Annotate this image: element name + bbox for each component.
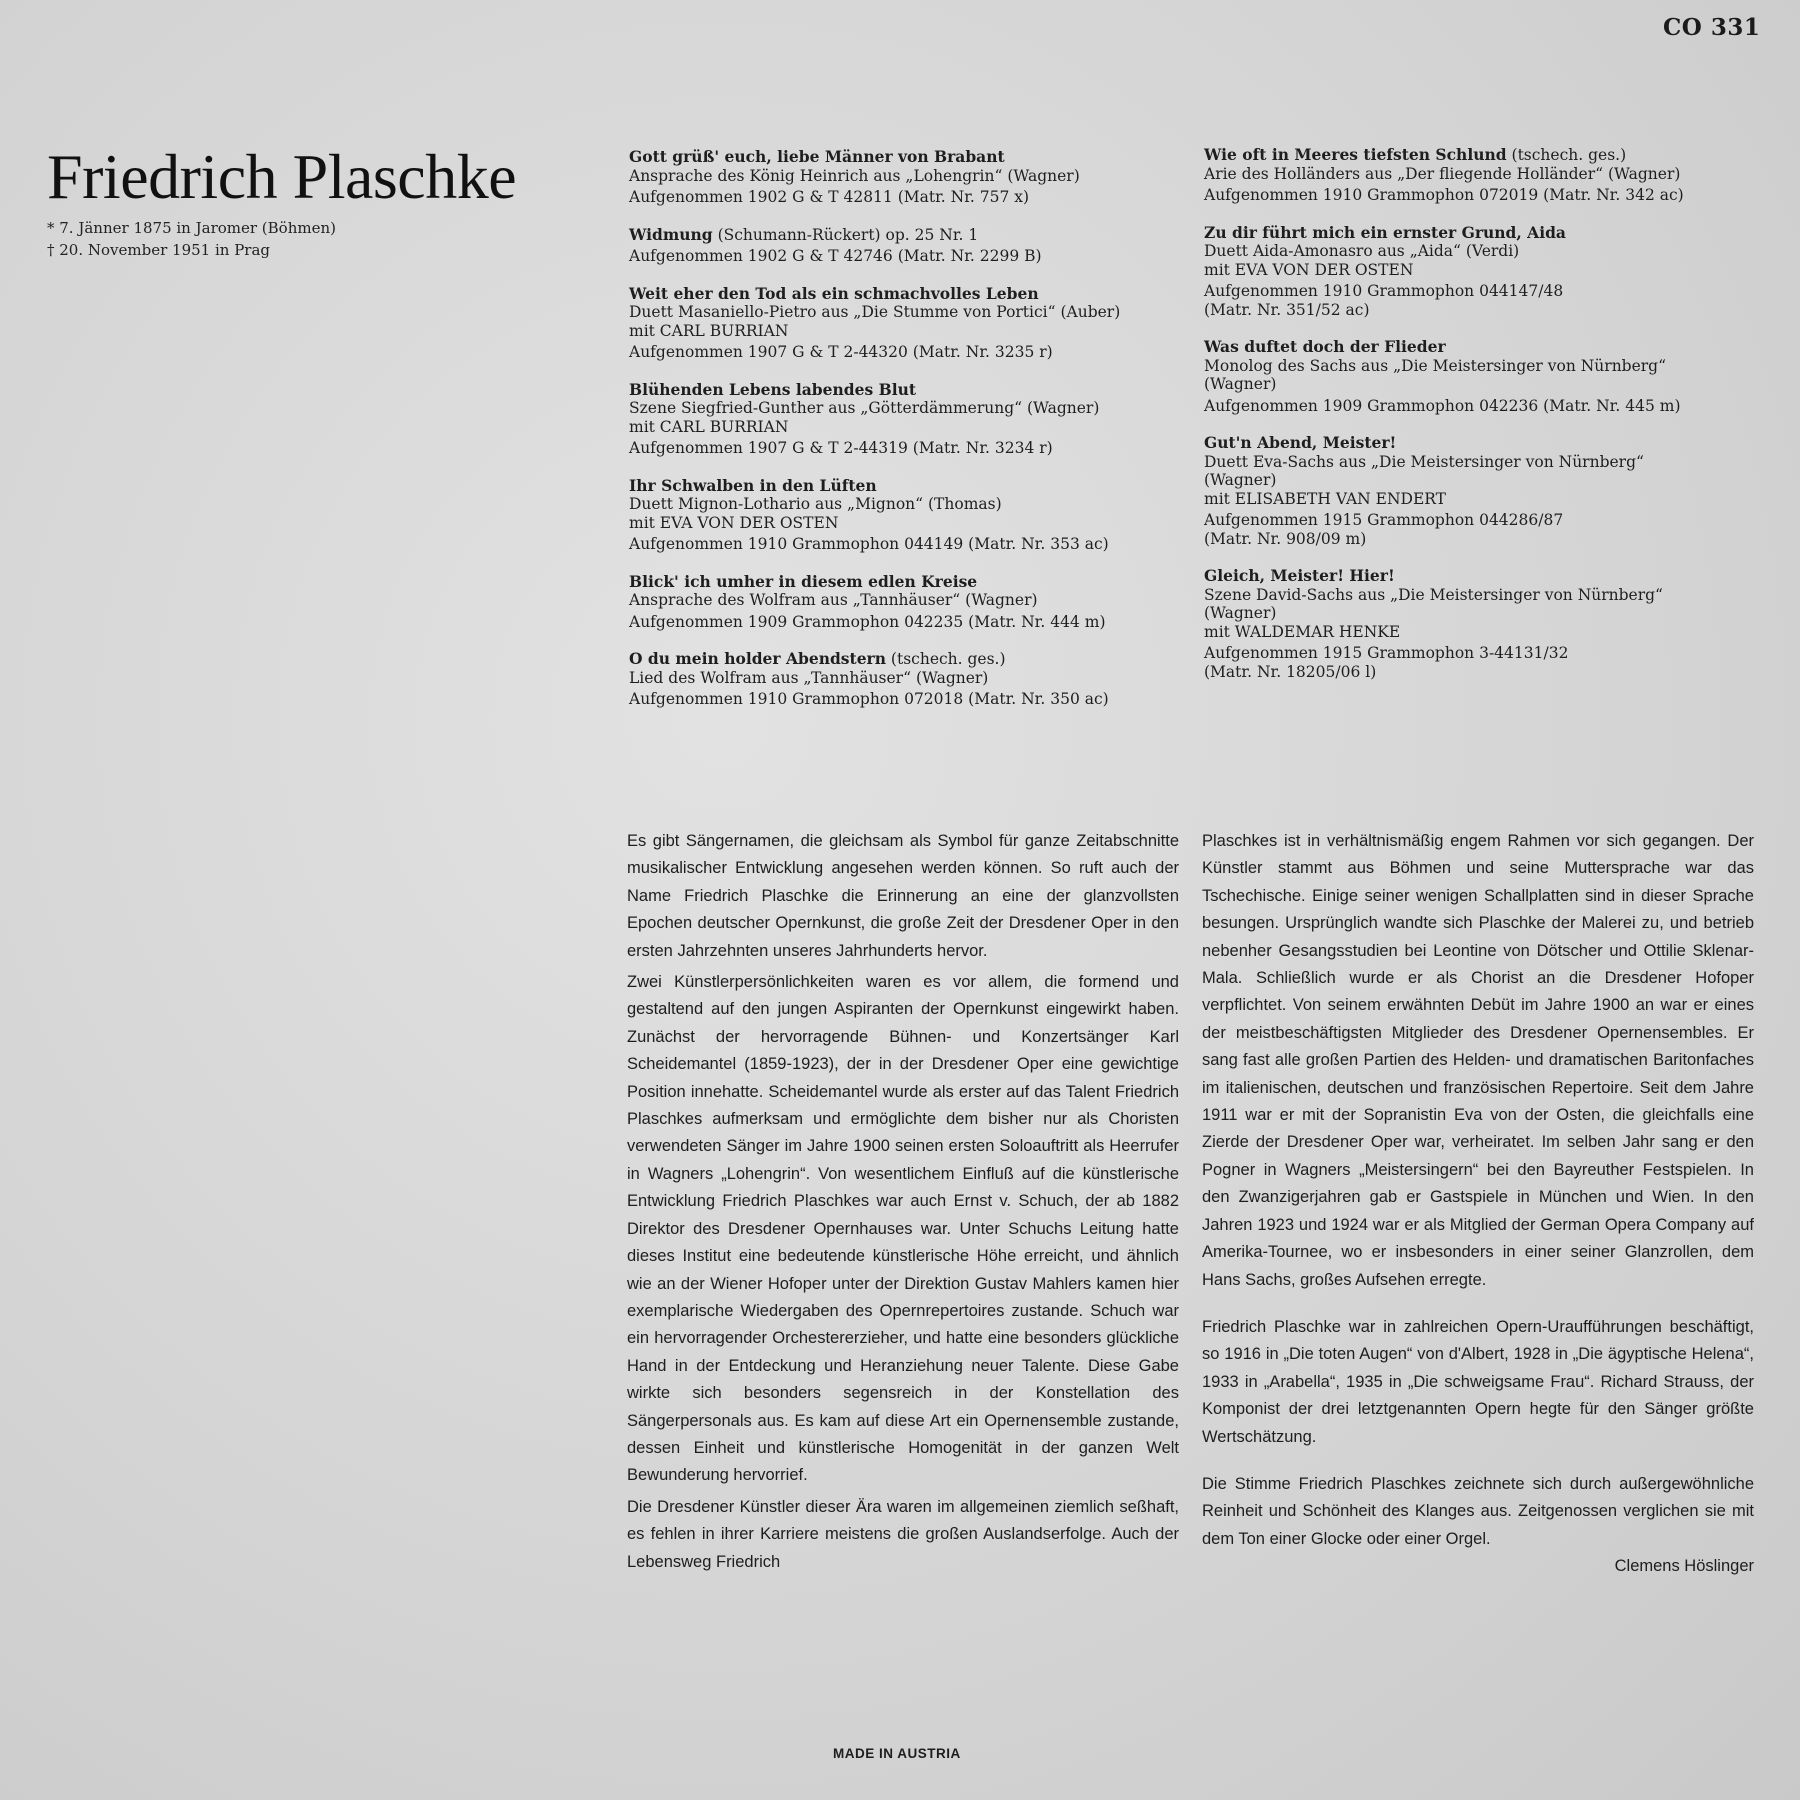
track-title: Ihr Schwalben in den Lüften bbox=[629, 475, 877, 495]
track-description: mit EVA VON DER OSTEN bbox=[1204, 260, 1414, 279]
track-recording-info: Aufgenommen 1909 Grammophon 042236 (Matr. Nr. 445 m) bbox=[1204, 396, 1681, 415]
track-heading bbox=[629, 148, 1189, 167]
track-title: Was duftet doch der Flieder bbox=[1204, 337, 1446, 356]
track-description: mit EVA VON DER OSTEN bbox=[629, 513, 839, 532]
track-entry bbox=[629, 285, 1189, 362]
track-entry bbox=[1204, 567, 1764, 681]
liner-notes-paragraph: Es gibt Sängernamen, die gleichsam als Symbol für ganze Zeitabschnitte musikalischer Entwicklung angesehen werden können. So ruft auch der Name Friedrich Plaschke die Erinnerung an eine der glanzvollsten Epochen deutscher Opernkunst, die große Zeit der Dresdener Oper in den ersten Jahrzehnten unseres Jahrhunderts hervor. bbox=[627, 832, 1179, 960]
track-recording-info: Aufgenommen 1910 Grammophon 072018 (Matr. Nr. 350 ac) bbox=[629, 690, 1109, 708]
track-title: Blühenden Lebens labendes Blut bbox=[629, 379, 917, 399]
birth-info: * 7. Jänner 1875 in Jaromer (Böhmen) bbox=[47, 219, 336, 237]
liner-notes-paragraph: Plaschkes ist in verhältnismäßig engem Rahmen vor sich gegangen. Der Künstler stammt aus Böhmen und seine Muttersprache war das Tschechische. Einige seiner wenigen Schallplatten sind in dieser Sprache besungen. Ursprünglich wandte sich Plaschke der Malerei zu, und betrieb nebenher Gesangsstudien bei Leontine von Dötscher und Ottilie Sklenar-Mala. Schließlich wurde er als Chorist an die Dresdener Hofoper verpflichtet. Von seinem erwähnten Debüt im Jahre 1900 an war er eines der meistbeschäftigsten Mitglieder des Dresdener Opernensembles. Er sang fast alle großen Partien des Helden- und dramatischen Baritonfaches im italienischen, deutschen und französischen Repertoire. Seit dem Jahre 1911 war er mit der Sopranistin Eva von der Osten, die gleichfalls eine Zierde der Dresdener Oper war, verheiratet. Im selben Jahr sang er den Pogner in Wagners „Meistersingern“ bei den Bayreuther Festspielen. In den Zwanzigerjahren gab er Gastspiele in München und Wien. In den Jahren 1923 und 1924 war er als Mitglied der German Opera Company auf Amerika-Tournee, wo er insbesonders in einer seiner Glanzrollen, dem Hans Sachs, großes Aufsehen erregte. bbox=[1202, 832, 1754, 1289]
track-recording-info: (Matr. Nr. 351/52 ac) bbox=[1204, 300, 1370, 319]
tracklist-column-2 bbox=[1204, 146, 1764, 700]
track-recording-info: Aufgenommen 1902 G & T 42811 (Matr. Nr. 757 x) bbox=[629, 188, 1030, 206]
track-description: mit CARL BURRIAN bbox=[629, 417, 789, 436]
track-heading bbox=[1204, 567, 1764, 586]
track-subtitle: (tschech. ges.) bbox=[886, 650, 1006, 668]
liner-notes-column-2 bbox=[1202, 828, 1754, 1581]
track-entry bbox=[629, 477, 1189, 554]
track-entry bbox=[629, 148, 1189, 207]
track-entry bbox=[1204, 338, 1764, 415]
track-heading bbox=[629, 226, 1189, 245]
track-title: Wie oft in Meeres tiefsten Schlund bbox=[1204, 145, 1507, 164]
track-entry bbox=[629, 650, 1189, 709]
track-recording-info: Aufgenommen 1909 Grammophon 042235 (Matr. Nr. 444 m) bbox=[629, 612, 1106, 631]
track-description: (Wagner) bbox=[1204, 604, 1277, 622]
track-title: Blick' ich umher in diesem edlen Kreise bbox=[629, 571, 978, 591]
track-heading bbox=[629, 573, 1189, 592]
track-entry bbox=[629, 226, 1189, 266]
track-description: Lied des Wolfram aus „Tannhäuser“ (Wagner) bbox=[629, 668, 989, 687]
track-description: mit ELISABETH VAN ENDERT bbox=[1204, 489, 1447, 508]
track-heading bbox=[1204, 434, 1764, 453]
catalog-number: CO 331 bbox=[1663, 14, 1761, 41]
track-recording-info: Aufgenommen 1915 Grammophon 3-44131/32 bbox=[1204, 644, 1569, 662]
track-description: Duett Mignon-Lothario aus „Mignon“ (Thomas) bbox=[629, 495, 1002, 513]
track-description: Duett Eva-Sachs aus „Die Meistersinger von Nürnberg“ bbox=[1204, 452, 1644, 471]
track-recording-info: Aufgenommen 1910 Grammophon 072019 (Matr. Nr. 342 ac) bbox=[1204, 186, 1684, 204]
track-title: Gut'n Abend, Meister! bbox=[1204, 433, 1397, 452]
track-description: Duett Aida-Amonasro aus „Aida“ (Verdi) bbox=[1204, 242, 1520, 260]
liner-notes-paragraph: Zwei Künstlerpersönlichkeiten waren es vor allem, die formend und gestaltend auf den jungen Aspiranten der Opernkunst eingewirkt haben. Zunächst der hervorragende Bühnen- und Konzertsänger Karl Scheidemantel (1859-1923), der in der Dresdener Oper eine gewichtige Position innehatte. Scheidemantel wurde als erster auf das Talent Friedrich Plaschkes aufmerksam und ermöglichte dem bisher nur als Choristen verwendeten Sänger im Jahre 1900 seinen ersten Soloauftritt als Heerrufer in Wagners „Lohengrin“. Von wesentlichem Einfluß auf die künstlerische Entwicklung Friedrich Plaschkes war auch Ernst v. Schuch, der ab 1882 Direktor des Dresdener Opernhauses war. Unter Schuchs Leitung hatte dieses Institut eine bedeutende künstlerische Höhe erreicht, und ähnlich wie an der Wiener Hofoper unter der Direktion Gustav Mahlers kamen hier exemplarische Wiedergaben des Opernrepertoires zustande. Schuch war ein hervorragender Orchestererzieher, und hatte eine besonders glückliche Hand in der Entdeckung und Heranziehung neuer Talente. Diese Gabe wirkte sich besonders segensreich in der Konstellation des Sängerpersonals aus. Es kam auf diese Art ein Opernensemble zustande, dessen Einheit und künstlerische Homogenität in der ganzen Welt Bewunderung hervorrief. bbox=[627, 973, 1179, 1485]
track-entry bbox=[1204, 434, 1764, 548]
track-heading bbox=[1204, 338, 1764, 357]
track-description: Szene David-Sachs aus „Die Meistersinger von Nürnberg“ bbox=[1204, 585, 1663, 604]
track-description: (Wagner) bbox=[1204, 471, 1277, 489]
liner-notes-paragraph: Friedrich Plaschke war in zahlreichen Opern-Uraufführungen beschäftigt, so 1916 in „Die toten Augen“ von d'Albert, 1928 in „Die ägyptische Helena“, 1933 in „Arabella“, 1935 in „Die schweigsame Frau“. Richard Strauss, der Komponist der drei letztgenannten Opern hegte für den Sänger größte Wertschätzung. bbox=[1202, 1317, 1754, 1446]
track-title: Zu dir führt mich ein ernster Grund, Aida bbox=[1204, 222, 1566, 242]
track-description: Monolog des Sachs aus „Die Meistersinger von Nürnberg“ bbox=[1204, 356, 1667, 375]
liner-notes-author: Clemens Höslinger bbox=[1614, 1557, 1754, 1576]
track-subtitle: (tschech. ges.) bbox=[1506, 146, 1627, 164]
track-title: Widmung bbox=[629, 224, 713, 244]
track-entry bbox=[629, 381, 1189, 458]
track-recording-info: Aufgenommen 1907 G & T 2-44320 (Matr. Nr. 3235 r) bbox=[629, 343, 1053, 361]
track-entry bbox=[1204, 224, 1764, 320]
track-description: (Wagner) bbox=[1204, 375, 1277, 393]
track-subtitle: (Schumann-Rückert) op. 25 Nr. 1 bbox=[712, 225, 979, 244]
death-info: † 20. November 1951 in Prag bbox=[47, 241, 271, 259]
track-recording-info: Aufgenommen 1910 Grammophon 044149 (Matr. Nr. 353 ac) bbox=[629, 535, 1109, 553]
track-description: mit CARL BURRIAN bbox=[629, 321, 789, 340]
track-recording-info: Aufgenommen 1910 Grammophon 044147/48 bbox=[1204, 282, 1564, 300]
track-recording-info: (Matr. Nr. 908/09 m) bbox=[1204, 529, 1367, 548]
tracklist-column-1 bbox=[629, 148, 1189, 728]
track-title: O du mein holder Abendstern bbox=[629, 649, 886, 668]
track-description: Ansprache des Wolfram aus „Tannhäuser“ (Wagner) bbox=[629, 591, 1038, 609]
artist-name: Friedrich Plaschke bbox=[47, 141, 517, 212]
track-description: Duett Masaniello-Pietro aus „Die Stumme von Portici“ (Auber) bbox=[629, 303, 1121, 321]
track-description: Ansprache des König Heinrich aus „Lohengrin“ (Wagner) bbox=[629, 166, 1080, 185]
track-recording-info: Aufgenommen 1915 Grammophon 044286/87 bbox=[1204, 511, 1564, 529]
track-recording-info: Aufgenommen 1902 G & T 42746 (Matr. Nr. 2299 B) bbox=[629, 247, 1042, 265]
track-recording-info: (Matr. Nr. 18205/06 l) bbox=[1204, 662, 1377, 681]
liner-notes-paragraph: Die Dresdener Künstler dieser Ära waren im allgemeinen ziemlich seßhaft, es fehlen in ihrer Karriere meistens die großen Auslandserfolge. Auch der Lebensweg Friedrich bbox=[627, 1497, 1179, 1571]
made-in-label: MADE IN AUSTRIA bbox=[833, 1746, 961, 1761]
track-heading bbox=[629, 285, 1189, 304]
track-heading bbox=[1204, 146, 1764, 165]
track-heading bbox=[629, 381, 1189, 400]
track-description: mit WALDEMAR HENKE bbox=[1204, 622, 1401, 641]
track-title: Gleich, Meister! Hier! bbox=[1204, 566, 1395, 585]
track-entry bbox=[1204, 146, 1764, 205]
track-description: Szene Siegfried-Gunther aus „Götterdämmerung“ (Wagner) bbox=[629, 399, 1100, 417]
liner-notes-column-1 bbox=[627, 828, 1179, 1576]
track-title: Gott grüß' euch, liebe Männer von Brabant bbox=[629, 147, 1005, 166]
track-heading bbox=[629, 650, 1189, 669]
track-heading bbox=[1204, 224, 1764, 243]
track-description: Arie des Holländers aus „Der fliegende Holländer“ (Wagner) bbox=[1204, 164, 1681, 183]
track-recording-info: Aufgenommen 1907 G & T 2-44319 (Matr. Nr. 3234 r) bbox=[629, 439, 1053, 457]
track-entry bbox=[629, 573, 1189, 632]
track-heading bbox=[629, 477, 1189, 496]
liner-notes-paragraph: Die Stimme Friedrich Plaschkes zeichnete sich durch außergewöhnliche Reinheit und Schönheit des Klanges aus. Zeitgenossen verglichen sie mit dem Ton einer Glocke oder einer Orgel. bbox=[1202, 1474, 1754, 1548]
track-title: Weit eher den Tod als ein schmachvolles Leben bbox=[629, 283, 1039, 303]
